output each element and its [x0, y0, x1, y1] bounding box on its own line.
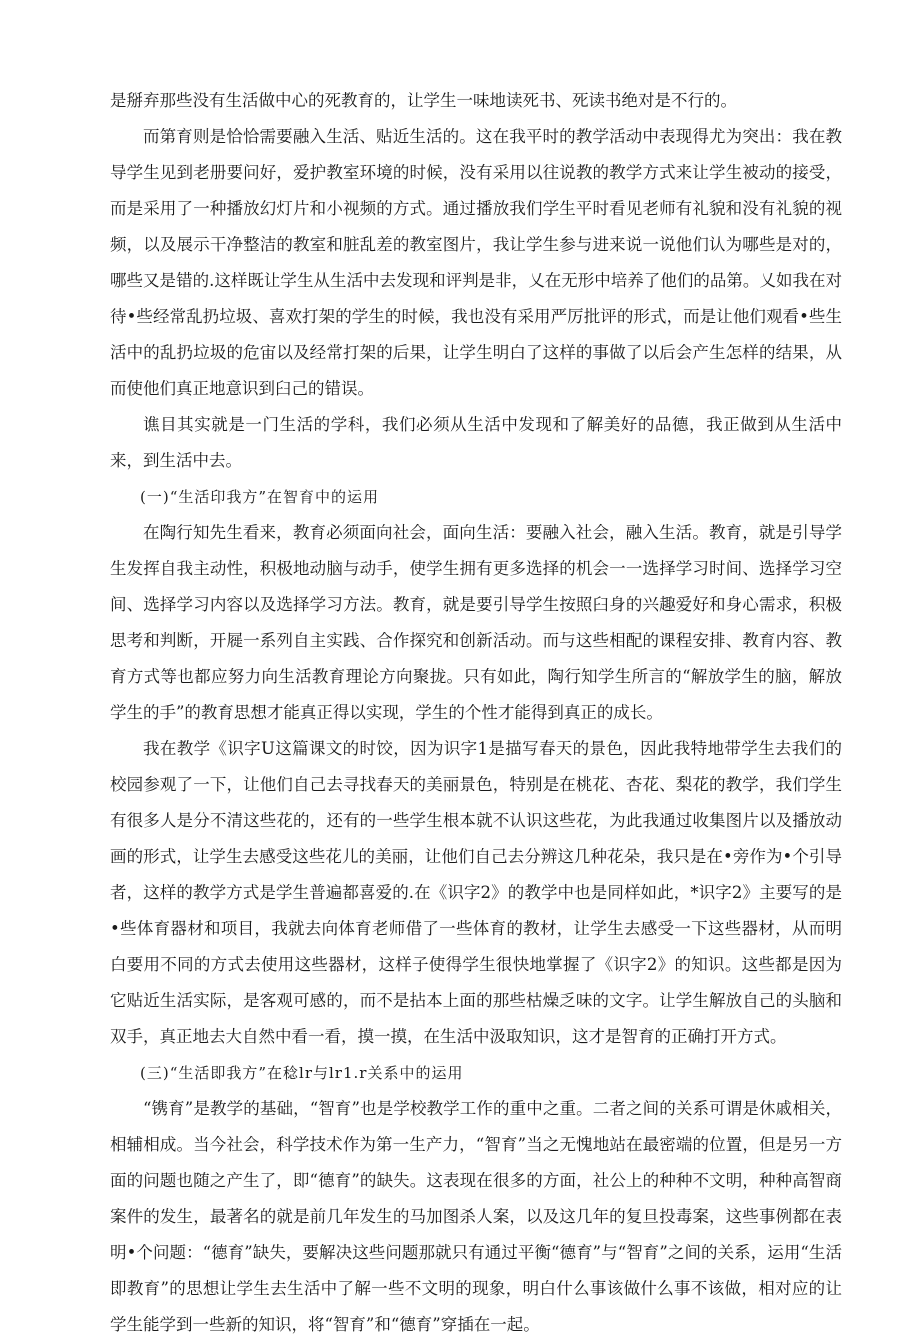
section-heading-relationship: (三)“生活即我方”在稔lr与lr1.r关系中的运用 [140, 1064, 464, 1082]
document-body [110, 83, 842, 1343]
paragraph-moral-vs-intellectual: “镌育”是教学的基础，“智育”也是学校教学工作的重中之重。二者之间的关系可谓是休戚相关，相辅相成。当今社会，科学技术作为第一生产力，“智育”当之无愧地站在最密端的位置，但是另一方面的问题也随之产生了，即“德育”的缺失。这表现在很多的方面，社公上的种种不文明，种种高智商案件的发生，最著名的就是前几年发生的马加图杀人案，以及这几年的复旦投毒案，这些事例都在表明•个问题：“德育”缺失，要解决这些问题那就只有通过平衡“德育”与“智育”之间的关系，运用“生活即教育”的思想让学生去生活中了解一些不文明的现象，明白什么事该做什么事不该做，相对应的让学生能学到一些新的知识，将“智育”和“德育”穿插在一起。 [110, 1099, 842, 1334]
paragraph-literacy-lesson: 我在教学《识字U这篇课文的时饺，因为识字1是描写春天的景色，因此我特地带学生去我们的校园参观了一下，让他们自己去寻找春天的美丽景色，特别是在桃花、杏花、梨花的教学，我们学生有很多人是分不清这些花的，还有的一些学生根本就不认识这些花，为此我通过收集图片以及播放动画的形式，让学生去感受这些花儿的美丽，让他们自己去分辨这几种花朵，我只是在•旁作为•个引导者，这样的教学方式是学生普遍都喜爱的.在《识字2》的教学中也是同样如此，*识字2》主要写的是•些体育器材和项目，我就去向体育老师借了一些体育的教材，让学生去感受一下这些器材，从而明白要用不同的方式去使用这些器材，这样子使得学生很快地掌握了《识字2》的知识。这些都是因为它贴近生活实际，是客观可感的，而不是拈本上面的那些枯燥乏味的文字。让学生解放自己的头脑和双手，真正地去大自然中看一看，摸一摸，在生活中汲取知识，这才是智育的正确打开方式。 [110, 739, 842, 1046]
section-heading-intellectual: (一)“生活印我方”在智育中的运用 [140, 488, 380, 506]
paragraph-subject-summary: 谯目其实就是一门生活的学科，我们必须从生活中发现和了解美好的品德，我正做到从生活中来，到生活中去。 [110, 415, 842, 470]
paragraph-tao-xingzhi: 在陶行知先生看来，教育必须面向社会，面向生活：要融入社会，融入生活。教育，就是引导学生发挥自我主动性，积极地动脑与动手，使学生拥有更多选择的机会一一选择学习时间、选择学习空间、选择学习内容以及选择学习方法。教育，就是要引导学生按照臼身的兴趣爱好和身心需求，积极思考和判断，开屣一系列自主实践、合作探究和创新活动。而与这些相配的课程安排、教育内容、教育方式等也都应努力向生活教育理论方向聚拢。只有如此，陶行知学生所言的“解放学生的脑，解放学生的手”的教育思想才能真正得以实现，学生的个性才能得到真正的成长。 [110, 523, 842, 722]
paragraph-moral-education: 而第育则是恰恰需要融入生活、贴近生活的。这在我平时的教学活动中表现得尤为突出：我在教导学生见到老册要问好，爱护教室环境的时候，没有采用以往说教的教学方式来让学生被动的接受，而是采用了一种播放幻灯片和小视频的方式。通过播放我们学生平时看见老师有礼貌和没有礼貌的视频，以及展示干净整洁的教室和脏乱差的教室图片，我让学生参与进来说一说他们认为哪些是对的，哪些又是错的.这样既让学生从生活中去发现和评判是非，乂在无形中培养了他们的品第。乂如我在对待•些经常乱扔垃圾、喜欢打架的学生的时候，我也没有采用严厉批评的形式，而是让他们观看•些生活中的乱扔垃圾的危宙以及经常打架的后果，让学生明白了这样的事做了以后会产生怎样的结果，从而使他们真正地意识到臼己的错误。 [110, 127, 842, 398]
paragraph-opening: 是掰弃那些没有生活做中心的死教育的，让学生一味地读死书、死读书绝对是不行的。 [110, 91, 737, 110]
